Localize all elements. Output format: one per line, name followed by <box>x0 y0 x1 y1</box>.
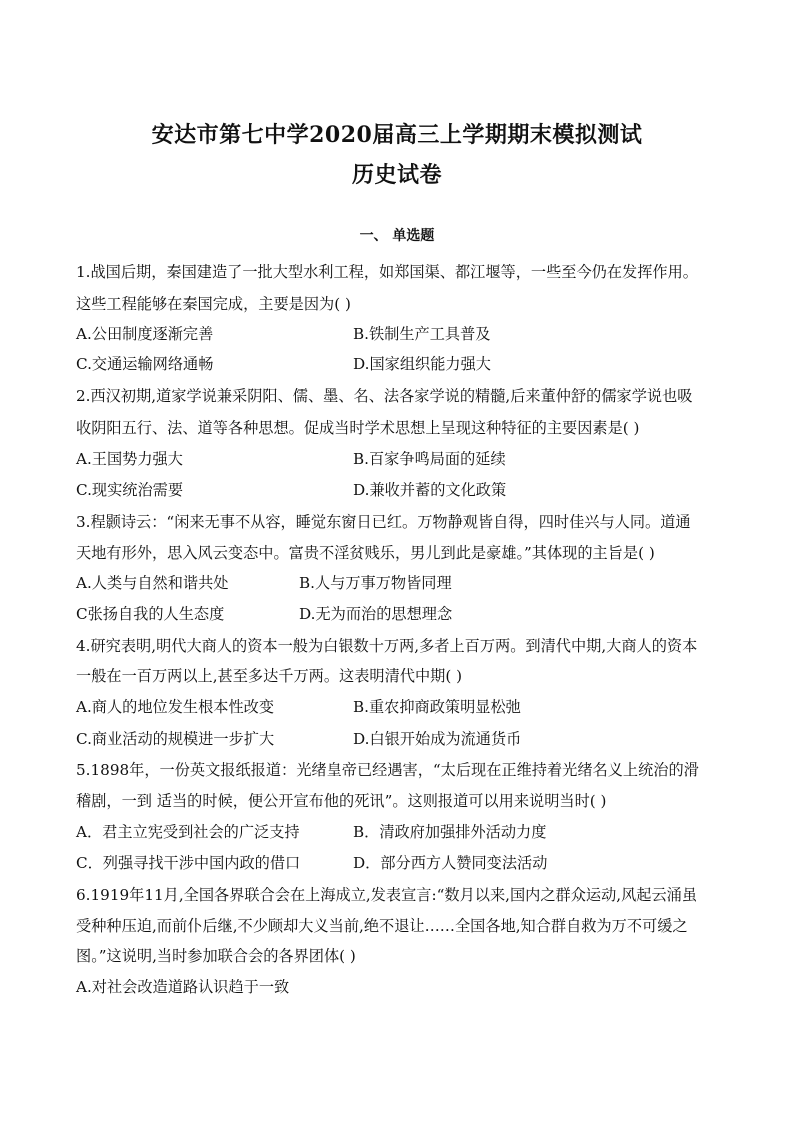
q4-option-c: C.商业活动的规模进一步扩大 <box>76 730 275 748</box>
q3-option-a: A.人类与自然和谐共处 <box>76 574 229 592</box>
q2-option-c: C.现实统治需要 <box>76 481 184 499</box>
q4-option-b: B.重农抑商政策明显松弛 <box>353 698 521 716</box>
section-heading: 一、 单选题 <box>359 228 435 244</box>
q2-option-b: B.百家争鸣局面的延续 <box>353 450 506 468</box>
q5-stem-line1: 5.1898年，一份英文报纸报道：光绪皇帝已经遇害，“太后现在正维持着光绪名义上统治的滑 <box>76 761 699 779</box>
q6-stem-line1: 6.1919年11月,全国各界联合会在上海成立,发表宣言:“数月以来,国内之群众运动,风起云涌虽 <box>76 886 698 904</box>
q4-stem-line2: 一般在一百万两以上,甚至多达千万两。这表明清代中期( ) <box>76 667 463 685</box>
q3-stem-line2: 天地有形外，思入风云变态中。富贵不淫贫贱乐，男儿到此是豪雄。”其体现的主旨是( ) <box>76 544 655 562</box>
q3-option-c: C张扬自我的人生态度 <box>76 605 225 623</box>
q5-option-a: A．君主立宪受到社会的广泛支持 <box>76 823 300 841</box>
q3-option-b: B.人与万事万物皆同理 <box>299 574 452 592</box>
exam-title: 安达市第七中学2020届高三上学期期末模拟测试 <box>151 122 643 148</box>
q4-option-a: A.商人的地位发生根本性改变 <box>76 698 275 716</box>
q3-option-d: D.无为而治的思想理念 <box>299 605 453 623</box>
q1-option-b: B.铁制生产工具普及 <box>353 325 491 343</box>
q5-option-c: C．列强寻找干涉中国内政的借口 <box>76 854 301 872</box>
q5-stem-line2: 稽剧，一到 适当的时候，便公开宣布他的死讯”。这则报道可以用来说明当时( ) <box>76 792 607 810</box>
q3-stem-line1: 3.程颢诗云：“闲来无事不从容，睡觉东窗日已红。万物静观皆自得，四时佳兴与人同。道通 <box>76 513 691 531</box>
q1-option-d: D.国家组织能力强大 <box>353 355 491 373</box>
q4-stem-line1: 4.研究表明,明代大商人的资本一般为白银数十万两,多者上百万两。到清代中期,大商人的资本 <box>76 637 698 655</box>
q1-option-c: C.交通运输网络通畅 <box>76 355 214 373</box>
q5-option-b: B．清政府加强排外活动力度 <box>353 823 547 841</box>
q1-stem-line2: 这些工程能够在秦国完成，主要是因为( ) <box>76 295 351 313</box>
q4-option-d: D.白银开始成为流通货币 <box>353 730 522 748</box>
q2-option-a: A.王国势力强大 <box>76 450 183 468</box>
q6-stem-line3: 图。”这说明,当时参加联合会的各界团体( ) <box>76 947 356 965</box>
q2-stem-line1: 2.西汉初期,道家学说兼采阴阳、儒、墨、名、法各家学说的精髓,后来董仲舒的儒家学说也吸 <box>76 387 693 405</box>
q2-option-d: D.兼收并蓄的文化政策 <box>353 481 507 499</box>
q2-stem-line2: 收阴阳五行、法、道等各种思想。促成当时学术思想上呈现这种特征的主要因素是( ) <box>76 419 640 437</box>
q1-stem-line1: 1.战国后期，秦国建造了一批大型水利工程，如郑国渠、都江堰等，一些至今仍在发挥作用。 <box>76 263 698 281</box>
q1-option-a: A.公田制度逐渐完善 <box>76 325 214 343</box>
q5-option-d: D．部分西方人赞同变法活动 <box>353 854 548 872</box>
exam-subtitle: 历史试卷 <box>351 162 442 188</box>
q6-stem-line2: 受种种压迫,而前仆后继,不少顾却大义当前,绝不退让……全国各地,知合群自救为万不可缓之 <box>76 917 688 935</box>
q6-option-a: A.对社会改造道路认识趋于一致 <box>76 978 290 996</box>
